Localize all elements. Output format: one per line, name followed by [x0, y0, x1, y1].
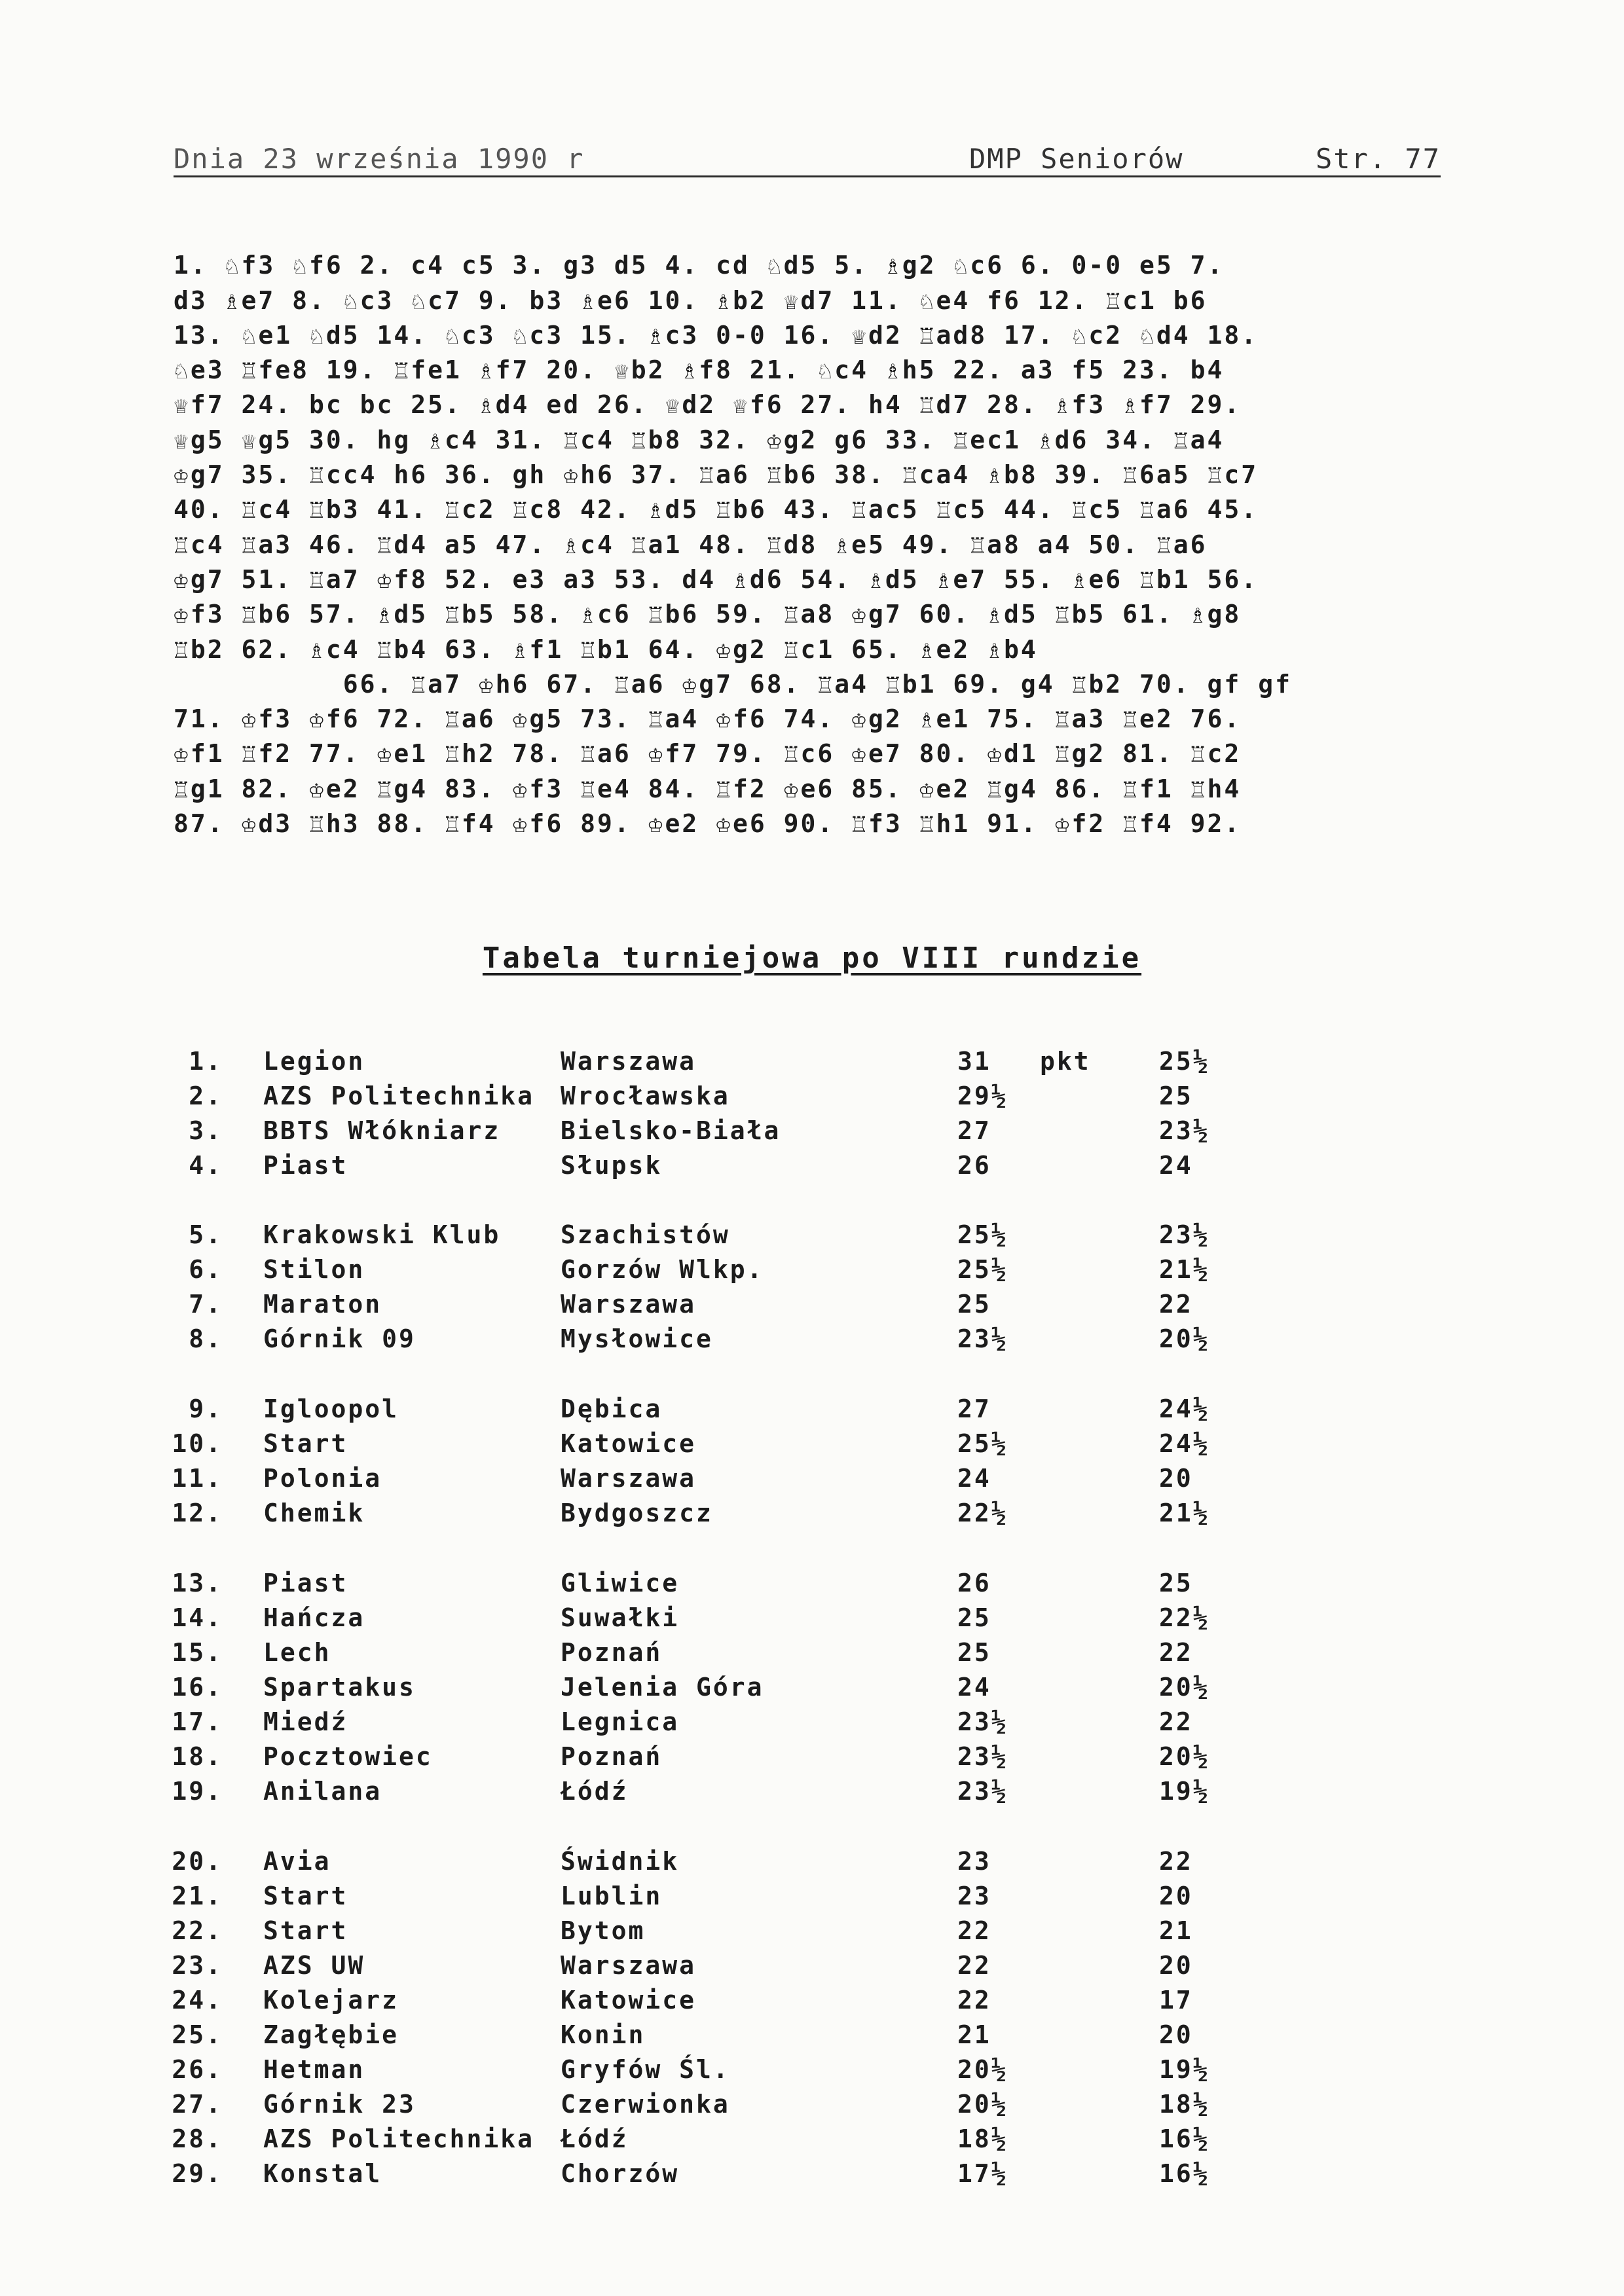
points: 23: [957, 1882, 991, 1910]
tiebreak: 20: [1159, 1882, 1193, 1910]
tiebreak: 25: [1159, 1569, 1193, 1597]
club-city: Lublin: [561, 1882, 663, 1910]
table-row: [0, 2157, 1624, 2191]
points: 27: [957, 1394, 991, 1423]
club-name: Polonia: [263, 1464, 382, 1493]
club-city: Poznań: [561, 1742, 663, 1771]
points: 25: [957, 1603, 991, 1632]
tiebreak: 16½: [1159, 2124, 1210, 2153]
table-row: [0, 1148, 1624, 1183]
points: 26: [957, 1569, 991, 1597]
points: 23½: [957, 1742, 1008, 1771]
club-name: AZS Politechnika: [263, 2124, 535, 2153]
table-row: [0, 1427, 1624, 1461]
table-row: [0, 1740, 1624, 1774]
tiebreak: 20½: [1159, 1324, 1210, 1353]
rank: 18.: [172, 1742, 223, 1771]
tiebreak: 22½: [1159, 1603, 1210, 1632]
table-row: [0, 2052, 1624, 2087]
game-heading: [174, 213, 1441, 248]
tiebreak: 24½: [1159, 1394, 1210, 1423]
points: 23½: [957, 1707, 1008, 1736]
header-page-number: Str. 77: [1315, 143, 1441, 175]
tiebreak: 16½: [1159, 2159, 1210, 2188]
rank: 3.: [189, 1116, 223, 1145]
points: 22: [957, 1986, 991, 2014]
club-city: Katowice: [561, 1986, 697, 2014]
club-city: Słupsk: [561, 1151, 663, 1180]
table-row: [0, 1461, 1624, 1496]
points: 25½: [957, 1429, 1008, 1458]
points-unit: pkt: [1040, 1047, 1091, 1076]
club-city: Czerwionka: [561, 2090, 730, 2119]
tiebreak: 22: [1159, 1290, 1193, 1319]
game-record: [174, 213, 1441, 877]
points: 20½: [957, 2090, 1008, 2119]
tiebreak: 22: [1159, 1707, 1193, 1736]
table-row: [0, 1983, 1624, 2018]
tiebreak: 20½: [1159, 1742, 1210, 1771]
move-line: 71. ♔f3 ♔f6 72. ♖a6 ♔g5 73. ♖a4 ♔f6 74. ♔g2 ♗e1 75. ♖a3 ♖e2 76.: [174, 704, 1242, 734]
club-name: Hańcza: [263, 1603, 365, 1632]
club-name: Spartakus: [263, 1673, 416, 1702]
club-name: Górnik 23: [263, 2090, 416, 2119]
tiebreak: 25: [1159, 1082, 1193, 1110]
club-name: Zagłębie: [263, 2020, 399, 2049]
club-city: Łódź: [561, 1777, 629, 1806]
move-line: ♔g7 35. ♖cc4 h6 36. gh ♔h6 37. ♖a6 ♖b6 38. ♖ca4 ♗b8 39. ♖6a5 ♖c7: [174, 460, 1259, 490]
table-row: [0, 1774, 1624, 1809]
table-row: [0, 1948, 1624, 1983]
club-city: Warszawa: [561, 1290, 697, 1319]
move-line: ♖g1 82. ♔e2 ♖g4 83. ♔f3 ♖e4 84. ♖f2 ♔e6 85. ♔e2 ♖g4 86. ♖f1 ♖h4: [174, 774, 1242, 803]
move-line: d3 ♗e7 8. ♘c3 ♘c7 9. b3 ♗e6 10. ♗b2 ♕d7 11. ♘e4 f6 12. ♖c1 b6: [174, 285, 1208, 315]
points: 31: [957, 1047, 991, 1076]
tiebreak: 20: [1159, 2020, 1193, 2049]
club-name: Stilon: [263, 1255, 365, 1284]
club-name: Kolejarz: [263, 1986, 399, 2014]
club-city: Gryfów Śl.: [561, 2055, 730, 2084]
table-row: [0, 2122, 1624, 2157]
rank: 1.: [189, 1047, 223, 1076]
club-name: BBTS Włókniarz: [263, 1116, 501, 1145]
tiebreak: 20: [1159, 1951, 1193, 1980]
table-row: [0, 1566, 1624, 1601]
table-row: [0, 1079, 1624, 1114]
rank: 7.: [189, 1290, 223, 1319]
points: 25½: [957, 1220, 1008, 1249]
rank: 6.: [189, 1255, 223, 1284]
rank: 28.: [172, 2124, 223, 2153]
table-row: [0, 1670, 1624, 1705]
page-header: [174, 143, 1441, 179]
rank: 17.: [172, 1707, 223, 1736]
club-city: Warszawa: [561, 1951, 697, 1980]
table-row: [0, 1601, 1624, 1635]
table-row: [0, 1252, 1624, 1287]
rank: 14.: [172, 1603, 223, 1632]
club-name: AZS UW: [263, 1951, 365, 1980]
tiebreak: 18½: [1159, 2090, 1210, 2119]
move-line-final: [174, 841, 1441, 876]
club-name: Krakowski Klub: [263, 1220, 501, 1249]
club-name: Start: [263, 1916, 348, 1945]
move-line: 66. ♖a7 ♔h6 67. ♖a6 ♔g7 68. ♖a4 ♖b1 69. g4 ♖b2 70. gf gf: [174, 669, 1292, 699]
points: 23½: [957, 1777, 1008, 1806]
rank: 11.: [172, 1464, 223, 1493]
club-city: Mysłowice: [561, 1324, 713, 1353]
tiebreak: 22: [1159, 1847, 1193, 1876]
table-row: [0, 1114, 1624, 1148]
tiebreak: 20: [1159, 1464, 1193, 1493]
club-name: Chemik: [263, 1499, 365, 1527]
move-line: ♖b2 62. ♗c4 ♖b4 63. ♗f1 ♖b1 64. ♔g2 ♖c1 65. ♗e2 ♗b4: [174, 634, 1038, 664]
rank: 24.: [172, 1986, 223, 2014]
move-line: ♕g5 ♕g5 30. hg ♗c4 31. ♖c4 ♖b8 32. ♔g2 g6 33. ♖ec1 ♗d6 34. ♖a4: [174, 425, 1225, 454]
tiebreak: 23½: [1159, 1116, 1210, 1145]
points: 25: [957, 1290, 991, 1319]
table-row: [0, 1844, 1624, 1879]
club-city: Warszawa: [561, 1047, 697, 1076]
points: 24: [957, 1464, 991, 1493]
points: 22½: [957, 1499, 1008, 1527]
header-date: Dnia 23 września 1990 r: [174, 143, 585, 175]
move-line: 1. ♘f3 ♘f6 2. c4 c5 3. g3 d5 4. cd ♘d5 5. ♗g2 ♘c6 6. 0-0 e5 7.: [174, 251, 1225, 280]
club-city: Gorzów Wlkp.: [561, 1255, 764, 1284]
club-city: Legnica: [561, 1707, 680, 1736]
club-city: Łódź: [561, 2124, 629, 2153]
club-name: Górnik 09: [263, 1324, 416, 1353]
move-line: ♖c4 ♖a3 46. ♖d4 a5 47. ♗c4 ♖a1 48. ♖d8 ♗e5 49. ♖a8 a4 50. ♖a6: [174, 530, 1208, 559]
points: 22: [957, 1951, 991, 1980]
points: 25½: [957, 1255, 1008, 1284]
tiebreak: 24½: [1159, 1429, 1210, 1458]
table-row: [0, 1218, 1624, 1252]
move-line: ♔g7 51. ♖a7 ♔f8 52. e3 a3 53. d4 ♗d6 54. ♗d5 ♗e7 55. ♗e6 ♖b1 56.: [174, 564, 1259, 594]
table-row: [0, 1496, 1624, 1531]
rank: 19.: [172, 1777, 223, 1806]
club-city: Katowice: [561, 1429, 697, 1458]
club-name: Pocztowiec: [263, 1742, 433, 1771]
rank: 5.: [189, 1220, 223, 1249]
table-row: [0, 1044, 1624, 1079]
move-line: 40. ♖c4 ♖b3 41. ♖c2 ♖c8 42. ♗d5 ♖b6 43. ♖ac5 ♖c5 44. ♖c5 ♖a6 45.: [174, 495, 1259, 524]
table-row: [0, 1705, 1624, 1740]
rank: 8.: [189, 1324, 223, 1353]
rank: 25.: [172, 2020, 223, 2049]
tiebreak: 25½: [1159, 1047, 1210, 1076]
points: 25: [957, 1638, 991, 1667]
tiebreak: 21: [1159, 1916, 1193, 1945]
club-city: Świdnik: [561, 1847, 680, 1876]
rank: 12.: [172, 1499, 223, 1527]
points: 27: [957, 1116, 991, 1145]
move-line: 13. ♘e1 ♘d5 14. ♘c3 ♘c3 15. ♗c3 0-0 16. ♕d2 ♖ad8 17. ♘c2 ♘d4 18.: [174, 320, 1259, 350]
rank: 27.: [172, 2090, 223, 2119]
points: 24: [957, 1673, 991, 1702]
club-city: Poznań: [561, 1638, 663, 1667]
move-line: ♔f3 ♖b6 57. ♗d5 ♖b5 58. ♗c6 ♖b6 59. ♖a8 ♔g7 60. ♗d5 ♖b5 61. ♗g8: [174, 600, 1242, 629]
rank: 9.: [189, 1394, 223, 1423]
standings-title: [0, 941, 1624, 975]
rank: 15.: [172, 1638, 223, 1667]
club-city: Szachistów: [561, 1220, 730, 1249]
move-line: ♕f7 24. bc bc 25. ♗d4 ed 26. ♕d2 ♕f6 27. h4 ♖d7 28. ♗f3 ♗f7 29.: [174, 390, 1242, 420]
table-row: [0, 1392, 1624, 1427]
club-name: Anilana: [263, 1777, 382, 1806]
club-name: Piast: [263, 1151, 348, 1180]
table-row: [0, 1322, 1624, 1357]
points: 17½: [957, 2159, 1008, 2188]
move-line: ♔f1 ♖f2 77. ♔e1 ♖h2 78. ♖a6 ♔f7 79. ♖c6 ♔e7 80. ♔d1 ♖g2 81. ♖c2: [174, 739, 1242, 769]
rank: 29.: [172, 2159, 223, 2188]
points: 20½: [957, 2055, 1008, 2084]
club-name: AZS Politechnika: [263, 1082, 535, 1110]
club-name: Avia: [263, 1847, 331, 1876]
club-city: Dębica: [561, 1394, 663, 1423]
points: 22: [957, 1916, 991, 1945]
club-city: Suwałki: [561, 1603, 680, 1632]
club-city: Wrocławska: [561, 1082, 730, 1110]
tiebreak: 21½: [1159, 1255, 1210, 1284]
table-row: [0, 2018, 1624, 2052]
club-city: Konin: [561, 2020, 646, 2049]
club-city: Bielsko-Biała: [561, 1116, 781, 1145]
move-line: ♘e3 ♖fe8 19. ♖fe1 ♗f7 20. ♕b2 ♗f8 21. ♘c4 ♗h5 22. a3 f5 23. b4: [174, 355, 1225, 385]
rank: 21.: [172, 1882, 223, 1910]
tiebreak: 17: [1159, 1986, 1193, 2014]
club-city: Bytom: [561, 1916, 646, 1945]
club-name: Piast: [263, 1569, 348, 1597]
rank: 20.: [172, 1847, 223, 1876]
rank: 16.: [172, 1673, 223, 1702]
rank: 2.: [189, 1082, 223, 1110]
tiebreak: 21½: [1159, 1499, 1210, 1527]
club-name: Start: [263, 1882, 348, 1910]
points: 29½: [957, 1082, 1008, 1110]
tiebreak: 24: [1159, 1151, 1193, 1180]
club-name: Hetman: [263, 2055, 365, 2084]
rank: 22.: [172, 1916, 223, 1945]
club-name: Miedź: [263, 1707, 348, 1736]
club-name: Konstal: [263, 2159, 382, 2188]
club-city: Chorzów: [561, 2159, 680, 2188]
club-city: Bydgoszcz: [561, 1499, 713, 1527]
tiebreak: 19½: [1159, 1777, 1210, 1806]
club-city: Gliwice: [561, 1569, 680, 1597]
points: 21: [957, 2020, 991, 2049]
rank: 26.: [172, 2055, 223, 2084]
club-name: Legion: [263, 1047, 365, 1076]
rank: 13.: [172, 1569, 223, 1597]
standings-title-text: Tabela turniejowa po VIII rundzie: [482, 941, 1142, 975]
points: 26: [957, 1151, 991, 1180]
tiebreak: 19½: [1159, 2055, 1210, 2084]
tiebreak: 22: [1159, 1638, 1193, 1667]
tiebreak: 23½: [1159, 1220, 1210, 1249]
tiebreak: 20½: [1159, 1673, 1210, 1702]
points: 23: [957, 1847, 991, 1876]
club-city: Jelenia Góra: [561, 1673, 764, 1702]
table-row: [0, 2087, 1624, 2122]
table-row: [0, 1287, 1624, 1322]
move-line: 87. ♔d3 ♖h3 88. ♖f4 ♔f6 89. ♔e2 ♔e6 90. ♖f3 ♖h1 91. ♔f2 ♖f4 92.: [174, 809, 1242, 839]
table-row: [0, 1914, 1624, 1948]
club-name: Maraton: [263, 1290, 382, 1319]
table-row: [0, 1635, 1624, 1670]
club-name: Start: [263, 1429, 348, 1458]
table-row: [0, 1879, 1624, 1914]
rank: 4.: [189, 1151, 223, 1180]
rank: 10.: [172, 1429, 223, 1458]
points: 23½: [957, 1324, 1008, 1353]
points: 18½: [957, 2124, 1008, 2153]
header-rule: [174, 175, 1441, 177]
club-name: Igloopol: [263, 1394, 399, 1423]
club-name: Lech: [263, 1638, 331, 1667]
club-city: Warszawa: [561, 1464, 697, 1493]
header-event: DMP Seniorów: [969, 143, 1184, 175]
rank: 23.: [172, 1951, 223, 1980]
